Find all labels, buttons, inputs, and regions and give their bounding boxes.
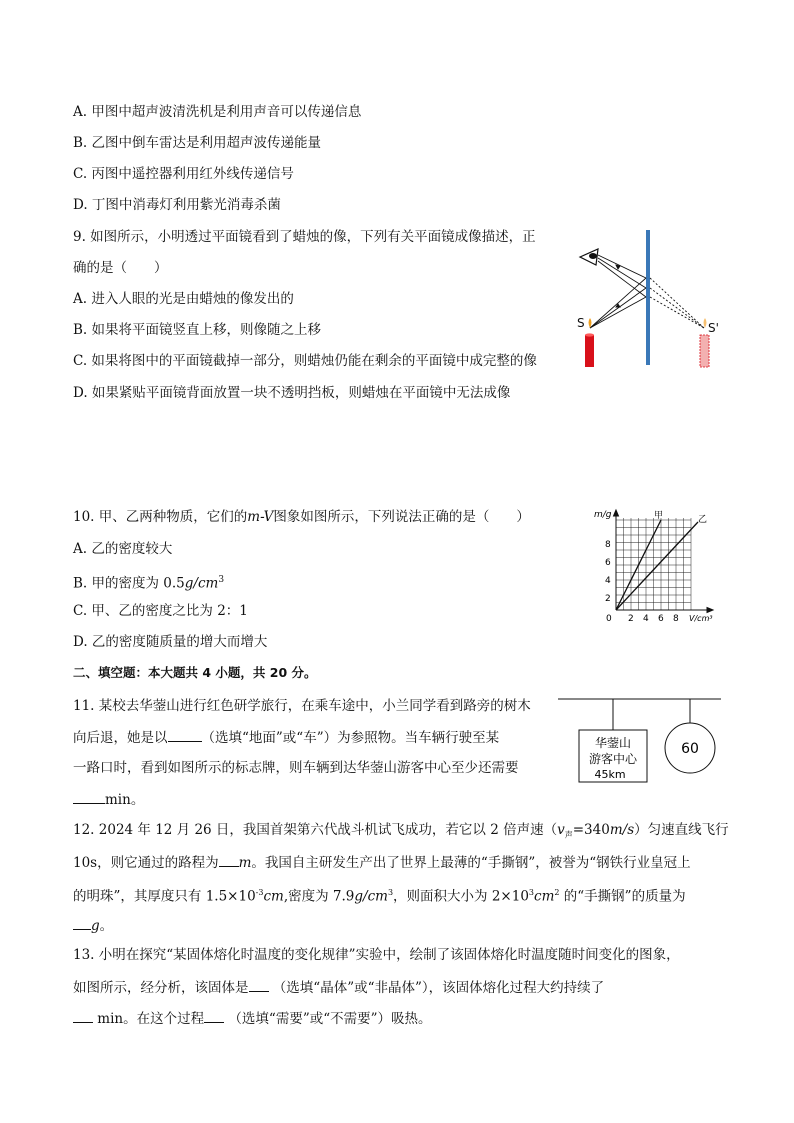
q13-line2 [73,977,604,997]
label-s-prime: S' [708,321,719,335]
q8-option-b: B. 乙图中倒车雷达是利用超声波传递能量 [73,135,322,151]
graph-grid [616,518,691,610]
q12-exp1: -3 [255,888,264,897]
sign-text-line2: 游客中心 [588,752,638,766]
q12-line1-eq: =340 [572,822,610,838]
q12-line3-d: 的“手撕钢”的质量为 [559,888,686,905]
q12-line1-post: ）匀速直线飞行 [634,822,729,838]
q10-stem-pre: 10. 甲、乙两种物质，它们的 [73,509,248,525]
x-tick-2: 2 [628,614,634,624]
q8-option-c: C. 丙图中遥控器利用红外线传递信号 [73,166,294,182]
eye-icon [580,249,598,265]
x-tick-6: 6 [658,614,664,624]
q10-stem-post: 图象如图所示，下列说法正确的是（ ） [273,509,530,525]
origin-label: 0 [606,614,612,624]
q12-line4-post: 。 [99,918,114,934]
y-tick-6: 6 [605,558,611,568]
q11-line4-post: min。 [105,792,145,808]
q9-option-d: D. 如果紧贴平面镜背面放置一块不透明挡板，则蜡烛在平面镜中无法成像 [73,385,511,401]
series-label-jia: 甲 [654,511,664,521]
q12-exp4: 2 [554,888,560,897]
y-axis-label: m/g [594,510,612,520]
q12-blank-2[interactable] [73,915,91,930]
q11-line3: 一路口时，看到如图所示的标志牌，则车辆到达华蓥山游客中心至少还需要 [73,760,519,776]
q13-line2-pre: 如图所示，经分析，该固体是 [73,980,249,996]
q11-line2-post: （选填“地面”或“车”）为参照物。当车辆行驶至某 [201,730,500,746]
q12-exp3: 3 [528,888,535,897]
plane-mirror [646,230,650,365]
q13-line3-a: min。在这个过程 [97,1011,205,1027]
mv-graph [592,508,724,626]
q10-option-b [73,571,224,593]
q12-line3 [73,884,686,906]
q10-option-d: D. 乙的密度随质量的增大而增大 [73,634,268,650]
q12-line3-b: ,密度为 7.9 [283,888,355,905]
q12-blank-1[interactable] [219,852,239,867]
section-heading-fill-in: 二、填空题：本大题共 4 小题，共 20 分。 [73,665,317,680]
x-tick-4: 4 [643,614,649,624]
q13-line1: 13. 小明在探究“某固体熔化时温度的变化规律”实验中，绘制了该固体熔化时温度随时间变化的图象， [73,947,680,963]
q12-line3-c: ，则面积大小为 2×10 [393,888,529,905]
q11-blank-1[interactable] [168,727,202,742]
virtual-rays [650,278,704,328]
q13-blank-3[interactable] [204,1008,224,1023]
q10-option-a: A. 乙的密度较大 [73,541,173,557]
q10-b-unit: g/cm [184,575,219,592]
q8-option-a: A. 甲图中超声波清洗机是利用声音可以传递信息 [73,104,362,120]
q10-b-text: B. 甲的密度为 0.5 [73,575,185,592]
series-label-yi: 乙 [698,515,708,525]
q12-v-sub: 声 [564,830,573,840]
q12-unit3: cm [534,888,555,905]
y-tick-2: 2 [605,594,611,604]
q9-stem-line2: 确的是（ ） [73,260,168,276]
q12-line1-unit: m/s [609,822,635,838]
q12-line4 [73,915,113,935]
q13-line3-b: （选填“需要”或“不需要”）吸热。 [228,1011,432,1027]
q11-line1: 11. 某校去华蓥山进行红色研学旅行，在乘车途中，小兰同学看到路旁的树木 [73,698,531,714]
q11-line2 [73,727,499,747]
q12-line1 [73,821,729,845]
x-axis-label: V/cm³ [689,614,713,623]
q9-option-c: C. 如果将图中的平面镜截掉一部分，则蜡烛仍能在剩余的平面镜中成完整的像 [73,353,537,369]
q9-stem-line1: 9. 如图所示，小明透过平面镜看到了蜡烛的像，下列有关平面镜成像描述，正 [73,229,536,245]
label-s: S [577,316,585,330]
q13-blank-2[interactable] [73,1008,93,1023]
q12-line2-mid: ，则它通过的路程为 [97,855,219,871]
q11-line4 [73,789,144,809]
q12-unit2: g/cm [354,888,388,905]
q11-line2-pre: 向后退，她是以 [73,730,168,746]
q11-blank-2[interactable] [73,789,105,804]
q10-b-sup: 3 [218,575,225,585]
q13-line2-post: （选填“晶体”或“非晶体”），该固体熔化过程大约持续了 [272,980,605,996]
q12-line2-post: 。我国自主研发生产出了世界上最薄的“手撕钢”，被誉为“钢铁行业皇冠上 [251,855,691,871]
q9-option-b: B. 如果将平面镜竖直上移，则像随之上移 [73,322,322,338]
q10-stem [73,508,530,526]
q12-line1-pre: 12. 2024 年 12 月 26 日，我国首架第六代战斗机试飞成功，若它以 2 倍声速（ [73,822,558,838]
q12-v-symbol: v [557,822,565,838]
q12-line2-m: m [238,855,252,871]
q12-line2 [73,852,691,872]
q12-exp2: 3 [387,888,394,897]
q10-option-c: C. 甲、乙的密度之比为 2：1 [73,603,248,619]
speed-limit-value: 60 [681,741,699,757]
y-tick-8: 8 [605,540,611,550]
q8-option-d: D. 丁图中消毒灯利用紫光消毒杀菌 [73,197,281,213]
q12-unit1: cm [263,888,284,905]
road-sign-figure [558,693,722,791]
q13-blank-1[interactable] [249,977,269,992]
light-rays [590,255,646,328]
x-tick-8: 8 [673,614,679,624]
q12-line4-g: g [91,918,100,934]
mirror-candle-figure [572,225,722,370]
q12-line2-pre: 10s [73,855,98,871]
y-tick-4: 4 [605,576,611,586]
sign-distance: 45km [594,768,626,781]
q10-stem-mv: m-V [247,509,274,525]
q13-line3 [73,1008,432,1028]
q12-line3-a: 的明珠”，其厚度只有 1.5×10 [73,888,256,905]
q9-option-a: A. 进入人眼的光是由蜡烛的像发出的 [73,291,294,307]
sign-text-line1: 华蓥山 [594,736,632,750]
